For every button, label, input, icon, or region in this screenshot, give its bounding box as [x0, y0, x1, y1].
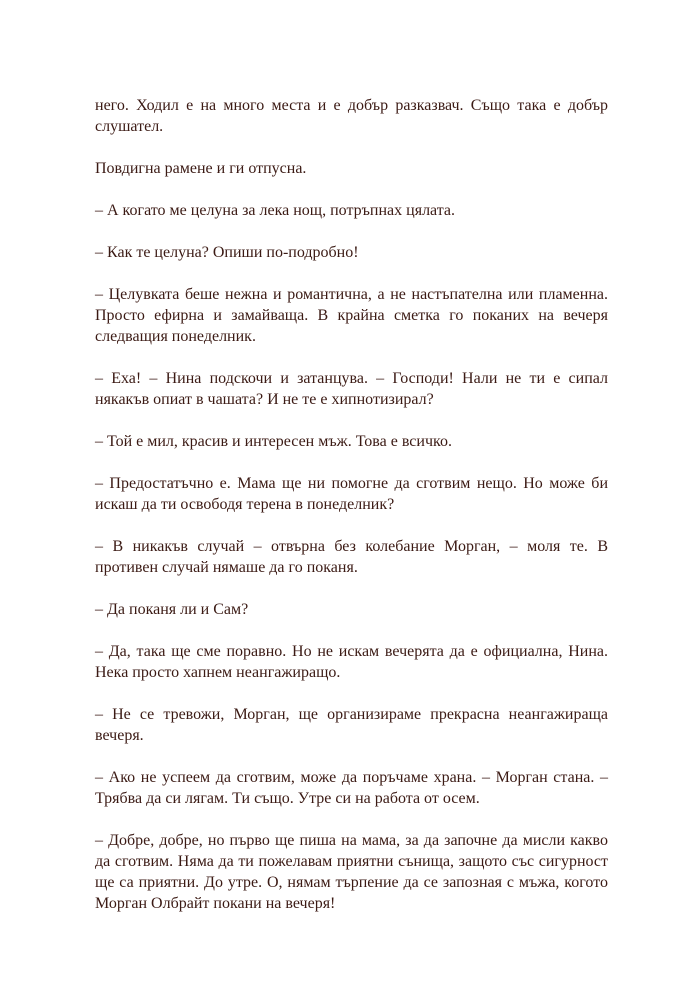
paragraph: – В никакъв случай – отвърна без колебание Морган, – моля те. В противен случай нямаше да го поканя. — [95, 538, 608, 576]
paragraph: – Той е мил, красив и интересен мъж. Това е всичко. — [95, 433, 452, 450]
paragraph: – Добре, добре, но първо ще пиша на мама, за да започне да мисли какво да сготвим. Няма да ти пожелавам приятни сънища, защото със сигурност ще са приятни. До утре. О, нямам търпение да се запозная с мъжа, когото Морган Олбрайт покани на вечеря! — [95, 832, 608, 912]
paragraph: Повдигна рамене и ги отпусна. — [95, 160, 307, 177]
paragraph: него. Ходил е на много места и е добър разказвач. Също така е добър слушател. — [95, 97, 608, 135]
paragraph: – Еха! – Нина подскочи и затанцува. – Господи! Нали не ти е сипал някакъв опиат в чашата? И не те е хипнотизирал? — [95, 370, 608, 408]
paragraph: – А когато ме целуна за лека нощ, потръпнах цялата. — [95, 202, 456, 219]
body-text — [95, 95, 608, 935]
paragraph: – Не се тревожи, Морган, ще организираме прекрасна неангажираща вечеря. — [95, 706, 608, 744]
paragraph: – Как те целуна? Опиши по-подробно! — [95, 244, 359, 261]
paragraph: – Целувката беше нежна и романтична, а не настъпателна или пламенна. Просто ефирна и замайваща. В крайна сметка го поканих на вечеря следващия понеделник. — [95, 286, 608, 345]
paragraph: – Да поканя ли и Сам? — [95, 601, 249, 618]
paragraph: – Да, така ще сме поравно. Но не искам вечерята да е официална, Нина. Нека просто хапнем неангажиращо. — [95, 643, 608, 681]
paragraph: – Ако не успеем да сготвим, може да поръчаме храна. – Морган стана. – Трябва да си лягам. Ти също. Утре си на работа от осем. — [95, 769, 608, 807]
paragraph: – Предостатъчно е. Мама ще ни помогне да сготвим нещо. Но може би искаш да ти освободя терена в понеделник? — [95, 475, 608, 513]
